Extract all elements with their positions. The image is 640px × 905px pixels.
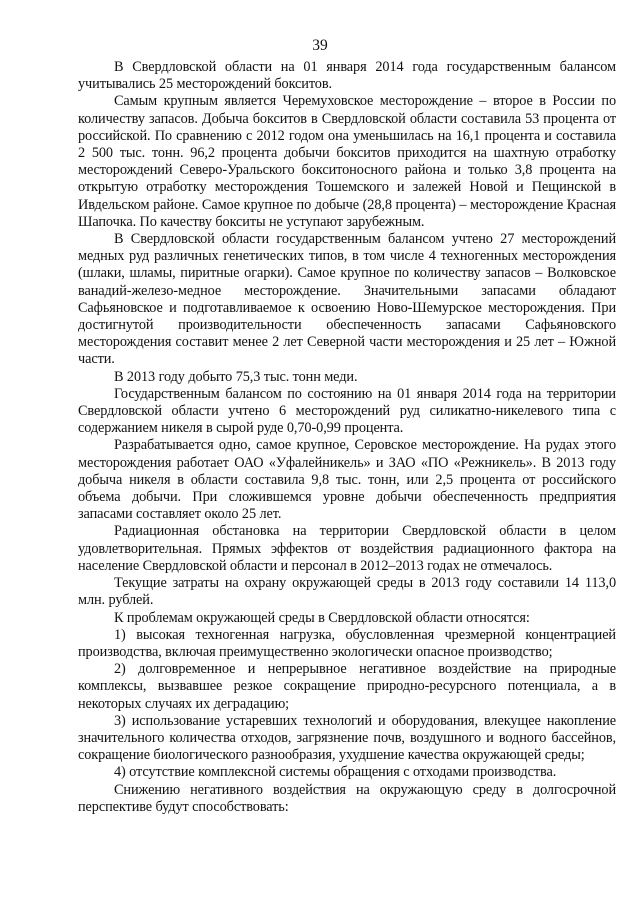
paragraph-serovskoe: Разрабатывается одно, самое крупное, Серовское месторождение. На рудах этого месторождения работает ОАО «Уфалейникель» и ЗАО «ПО «Режникель». В 2013 году добыча никеля в области составила 9,8 тыс. тонн, или 2,5 процента от российского объема добычи. При сложившемся уровне добычи обеспеченность предприятия запасами составляет около 25 лет.	[78, 437, 616, 523]
paragraph-bauxite-deposits: В Свердловской области на 01 января 2014 года государственным балансом учитывались 25 месторождений бокситов.	[78, 59, 616, 93]
paragraph-environment-costs: Текущие затраты на охрану окружающей среды в 2013 году составили 14 113,0 млн. рублей.	[78, 575, 616, 609]
paragraph-nickel-deposits: Государственным балансом по состоянию на 01 января 2014 года на территории Свердловской области учтено 6 месторождений руд силикатно-никелевого типа с содержанием никеля в сырой руде 0,70-0,99 процента.	[78, 385, 616, 437]
paragraph-copper-production: В 2013 году добыто 75,3 тыс. тонн меди.	[114, 368, 358, 385]
document-body	[78, 59, 616, 816]
paragraph-radiation: Радиационная обстановка на территории Свердловской области в целом удовлетворительная. Прямых эффектов от воздействия радиационного фактора на население Свердловской области и персонал в 2012–2013 годах не отмечалось.	[78, 523, 616, 574]
list-item-problem-2: 2) долговременное и непрерывное негативное воздействие на природные комплексы, вызвавшее резкое сокращение природно-ресурсного потенциала, а в некоторых случаях их деградацию;	[78, 661, 616, 712]
paragraph-copper-deposits: В Свердловской области государственным балансом учтено 27 месторождений медных руд различных генетических типов, в том числе 4 техногенных месторождения (шлаки, шламы, пиритные огарки). Самое крупное по количеству запасов – Волковское ванадий-железо-медное месторождение. Значительными запасами обладают Сафьяновское и подготавливаемое к освоению Ново-Шемурское месторождения. При достигнутой производительности обеспеченность запасами Сафьяновского месторождения составит менее 2 лет Северной части месторождения и 25 лет – Южной части.	[78, 231, 616, 368]
list-item-problem-1: 1) высокая техногенная нагрузка, обусловленная чрезмерной концентрацией производства, включая преимущественно экологически опасное производство;	[78, 626, 616, 660]
paragraph-cheremukhovskoe: Самым крупным является Черемуховское месторождение – второе в России по количеству запасов. Добыча бокситов в Свердловской области составила 53 процента от российской. По сравнению с 2012 годом она уменьшилась на 16,1 процента и составила 2 500 тыс. тонн. 96,2 процента добычи бокситов приходится на шахтную отработку месторождений Северо-Уральского бокситоносного района и только 3,8 процента на открытую отработку месторождения Тошемского и залежей Новой и Пещинской в Ивдельском районе. Самое крупное по добыче (28,8 процента) – месторождение Красная Шапочка. По качеству бокситы не уступают зарубежным.	[78, 93, 616, 230]
page-number: 39	[312, 37, 328, 54]
list-item-problem-3: 3) использование устаревших технологий и оборудования, влекущее накопление значительного количества отходов, загрязнение почв, воздушного и водного бассейнов, сокращение биологического разнообразия, ухудшение качества окружающей среды;	[78, 712, 616, 764]
paragraph-problems-intro: К проблемам окружающей среды в Свердловской области относятся:	[114, 609, 530, 626]
paragraph-mitigation-intro: Снижению негативного воздействия на окружающую среду в долгосрочной перспективе будут способствовать:	[78, 781, 616, 815]
list-item-problem-4: 4) отсутствие комплексной системы обращения с отходами производства.	[114, 764, 557, 781]
